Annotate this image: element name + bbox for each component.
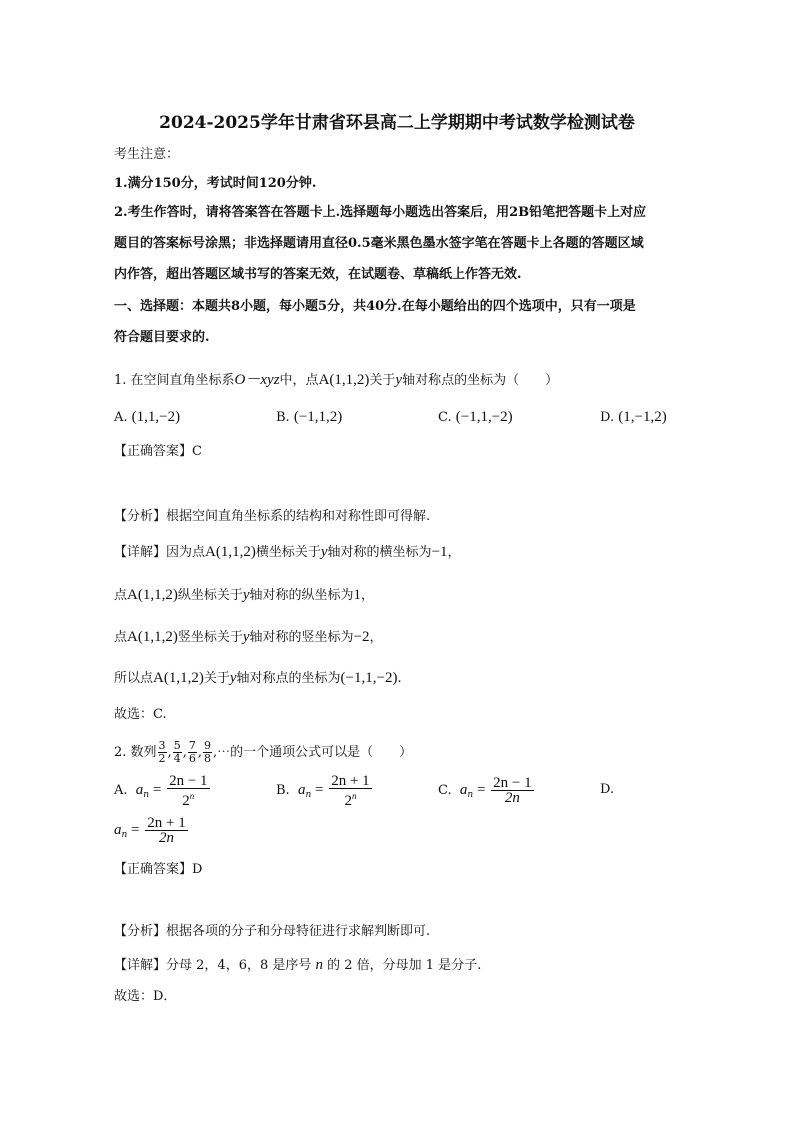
q2-seq-tail: ,⋯ xyxy=(212,745,231,760)
q2-a: a xyxy=(114,822,122,838)
q1-mid: 中，点 xyxy=(279,373,319,388)
q1-detail-text: 所以点 xyxy=(114,671,154,686)
q2-option-c-num: 2n − 1 xyxy=(493,775,532,791)
q1-option-d-label: D. xyxy=(600,410,615,425)
q1-detail-punct: ， xyxy=(369,630,383,645)
page-title: 2024-2025学年甘肃省环县高二上学期期中考试数学检测试卷 xyxy=(159,113,635,133)
q1-detail-punct: ， xyxy=(447,545,461,560)
q2-answer-value: D xyxy=(192,862,203,877)
q1-answer-label: 【正确答案】 xyxy=(114,444,193,459)
q2-seq-term xyxy=(173,740,182,765)
q2-a: a xyxy=(297,782,306,798)
q2-sub-n: n xyxy=(143,790,150,800)
q1-analysis xyxy=(114,507,430,527)
q1-option-a-value: (1,1,−2) xyxy=(131,409,181,425)
q2-option-b-den-sup: n xyxy=(351,790,357,801)
q2-seq-term xyxy=(188,740,197,765)
q2-detail-text: 分母 2，4，6，8 是序号 xyxy=(166,958,316,973)
q1-answer xyxy=(114,442,202,462)
notice-item-1: 1.满分150分，考试时间120分钟. xyxy=(114,176,317,191)
q2-option-d-den: 2n xyxy=(159,830,174,846)
q2-option-b-den: 2 xyxy=(344,792,352,809)
q1-point-ref: A(1,1,2) xyxy=(127,629,178,645)
q2-eq: = xyxy=(473,782,490,798)
q2-option-b-fraction xyxy=(329,774,371,808)
q1-option-c-label: C. xyxy=(438,410,452,425)
q2-option-d-fraction xyxy=(145,816,187,845)
q1-detail-line-3 xyxy=(114,627,383,648)
q2-eq: = xyxy=(311,782,328,798)
q2-option-d-num: 2n + 1 xyxy=(147,815,186,831)
q2-detail xyxy=(114,955,481,976)
q1-axis-ref: y xyxy=(229,670,237,686)
q1-mid2: 关于 xyxy=(369,373,396,388)
q1-option-d-value: (1,−1,2) xyxy=(618,409,667,425)
q2-analysis-label: 【分析】 xyxy=(114,924,167,939)
q2-choose: 故选：D． xyxy=(114,989,177,1004)
q1-detail-text: 因为点 xyxy=(166,545,206,560)
q2-option-a-den: 2 xyxy=(182,792,190,809)
q1-option-d xyxy=(600,407,667,428)
q2-detail-label: 【详解】 xyxy=(114,958,167,973)
q2-option-d xyxy=(114,812,190,853)
q1-point: A(1,1,2) xyxy=(318,372,370,388)
q1-suffix: 轴对称点的坐标为（ ） xyxy=(402,373,559,388)
q2-seq-den: 8 xyxy=(203,752,211,765)
q1-coordinate-system: O－xyz xyxy=(234,372,280,388)
q2-seq-num: 5 xyxy=(173,739,181,752)
q1-detail-text: 轴对称点的坐标为 xyxy=(236,671,341,686)
q1-axis-ref: y xyxy=(242,629,250,645)
q1-point-ref: A(1,1,2) xyxy=(205,544,256,560)
q1-answer-value: C xyxy=(192,444,202,459)
q2-detail-text: 的 2 倍，分母加 1 是分子. xyxy=(323,958,482,973)
q1-choose: 故选：C. xyxy=(114,707,167,722)
q2-option-c-label: C. xyxy=(438,783,452,798)
q2-seq-num: 3 xyxy=(158,739,166,752)
q2-analysis xyxy=(114,922,430,942)
section-heading-line-1: 一、选择题：本题共8小题，每小题5分，共40分.在每小题给出的四个选项中，只有一项是 xyxy=(114,299,636,314)
q2-a: a xyxy=(459,782,468,798)
notice-heading: 考生注意： xyxy=(114,147,180,162)
q1-detail-text: 横坐标关于 xyxy=(255,545,321,560)
notice-item-2-line-1: 2.考生作答时，请将答案答在答题卡上.选择题每小题选出答案后，用2B铅笔把答题卡上对应 xyxy=(114,205,647,220)
q2-prefix: 2. 数列 xyxy=(114,745,157,760)
q2-eq: = xyxy=(127,822,144,838)
q1-detail-value: −2 xyxy=(353,629,370,645)
notice-item-2-line-2: 题目的答案标号涂黑；非选择题请用直径0.5毫米黑色墨水签字笔在答题卡上各题的答题区域 xyxy=(114,236,644,251)
q2-option-a-den-sup: n xyxy=(189,790,195,801)
q2-option-c-fraction xyxy=(491,776,533,805)
q2-stem: 2. 数列 $\frac{3}{2}$ , $\frac{5}{4}$ , $\frac{7}{6}$ , $\frac{9}{8}$ ,⋯的一个通项公式可以是（ ） xyxy=(114,739,413,765)
q1-analysis-text: 根据空间直角坐标系的结构和对称性即可得解. xyxy=(166,509,431,524)
q1-option-c xyxy=(438,407,513,428)
q2-seq-num: 9 xyxy=(203,739,211,752)
q1-detail-value: (−1,1,−2) xyxy=(340,670,398,686)
q1-option-b-value: (−1,1,2) xyxy=(293,409,343,425)
q1-detail-text: 竖坐标关于 xyxy=(177,630,243,645)
q1-axis-ref: y xyxy=(320,544,328,560)
q1-detail-text: 点 xyxy=(114,630,128,645)
q2-option-a-label: A. xyxy=(114,783,128,798)
q1-detail-value: 1 xyxy=(353,587,362,603)
q1-option-b xyxy=(276,407,342,428)
q2-sub-n: n xyxy=(121,830,128,840)
q2-option-c xyxy=(438,772,536,813)
q1-detail-line-1 xyxy=(114,542,461,563)
q2-suffix: 的一个通项公式可以是（ ） xyxy=(230,745,413,760)
q2-option-b-label: B. xyxy=(276,783,290,798)
q1-detail-punct: ， xyxy=(361,588,375,603)
q1-axis-ref: y xyxy=(242,587,250,603)
q1-detail-text: 轴对称的竖坐标为 xyxy=(249,630,354,645)
q1-detail-punct: . xyxy=(397,671,402,686)
q2-seq-num: 7 xyxy=(188,739,196,752)
q2-option-b-num: 2n + 1 xyxy=(331,772,370,789)
q1-detail-text: 轴对称的横坐标为 xyxy=(327,545,432,560)
q2-seq-den: 2 xyxy=(158,752,166,765)
q2-analysis-text: 根据各项的分子和分母特征进行求解判断即可. xyxy=(166,924,431,939)
q1-stem xyxy=(114,370,558,391)
q1-point-ref: A(1,1,2) xyxy=(153,670,204,686)
q1-point-ref: A(1,1,2) xyxy=(127,587,178,603)
q1-option-a xyxy=(114,407,180,428)
q1-detail-label: 【详解】 xyxy=(114,545,167,560)
q1-option-c-value: (−1,1,−2) xyxy=(455,409,513,425)
q1-option-b-label: B. xyxy=(276,410,290,425)
q2-answer-label: 【正确答案】 xyxy=(114,862,193,877)
q1-detail-text: 纵坐标关于 xyxy=(177,588,243,603)
q2-sub-n: n xyxy=(305,790,312,800)
q2-eq: = xyxy=(149,782,166,798)
q1-detail-line-2 xyxy=(114,585,374,606)
q2-detail-n: n xyxy=(315,957,323,973)
q2-option-a-fraction xyxy=(167,774,209,808)
q2-sub-n: n xyxy=(467,790,474,800)
q1-detail-text: 轴对称的纵坐标为 xyxy=(249,588,354,603)
q2-seq-den: 4 xyxy=(173,752,181,765)
q2-answer xyxy=(114,860,202,880)
q2-a: a xyxy=(135,782,144,798)
q2-option-d-label: D. xyxy=(600,782,615,797)
q1-axis: y xyxy=(395,372,403,388)
q2-seq-den: 6 xyxy=(188,752,196,765)
q2-option-a-num: 2n − 1 xyxy=(169,772,208,789)
q2-seq-term xyxy=(158,740,167,765)
q1-detail-value: −1 xyxy=(431,544,448,560)
q2-option-c-den: 2n xyxy=(504,790,520,806)
q2-seq-term xyxy=(203,740,212,765)
q1-analysis-label: 【分析】 xyxy=(114,509,167,524)
notice-item-2-line-3: 内作答，超出答题区域书写的答案无效，在试题卷、草稿纸上作答无效. xyxy=(114,267,522,282)
q1-detail-text: 关于 xyxy=(203,671,230,686)
q1-detail-line-4 xyxy=(114,668,402,689)
q1-option-a-label: A. xyxy=(114,410,128,425)
section-heading-line-2: 符合题目要求的. xyxy=(114,330,210,345)
q2-option-a xyxy=(114,772,212,813)
q2-option-b xyxy=(276,772,374,813)
q1-prefix: 1. 在空间直角坐标系 xyxy=(114,373,235,388)
q1-detail-text: 点 xyxy=(114,588,128,603)
